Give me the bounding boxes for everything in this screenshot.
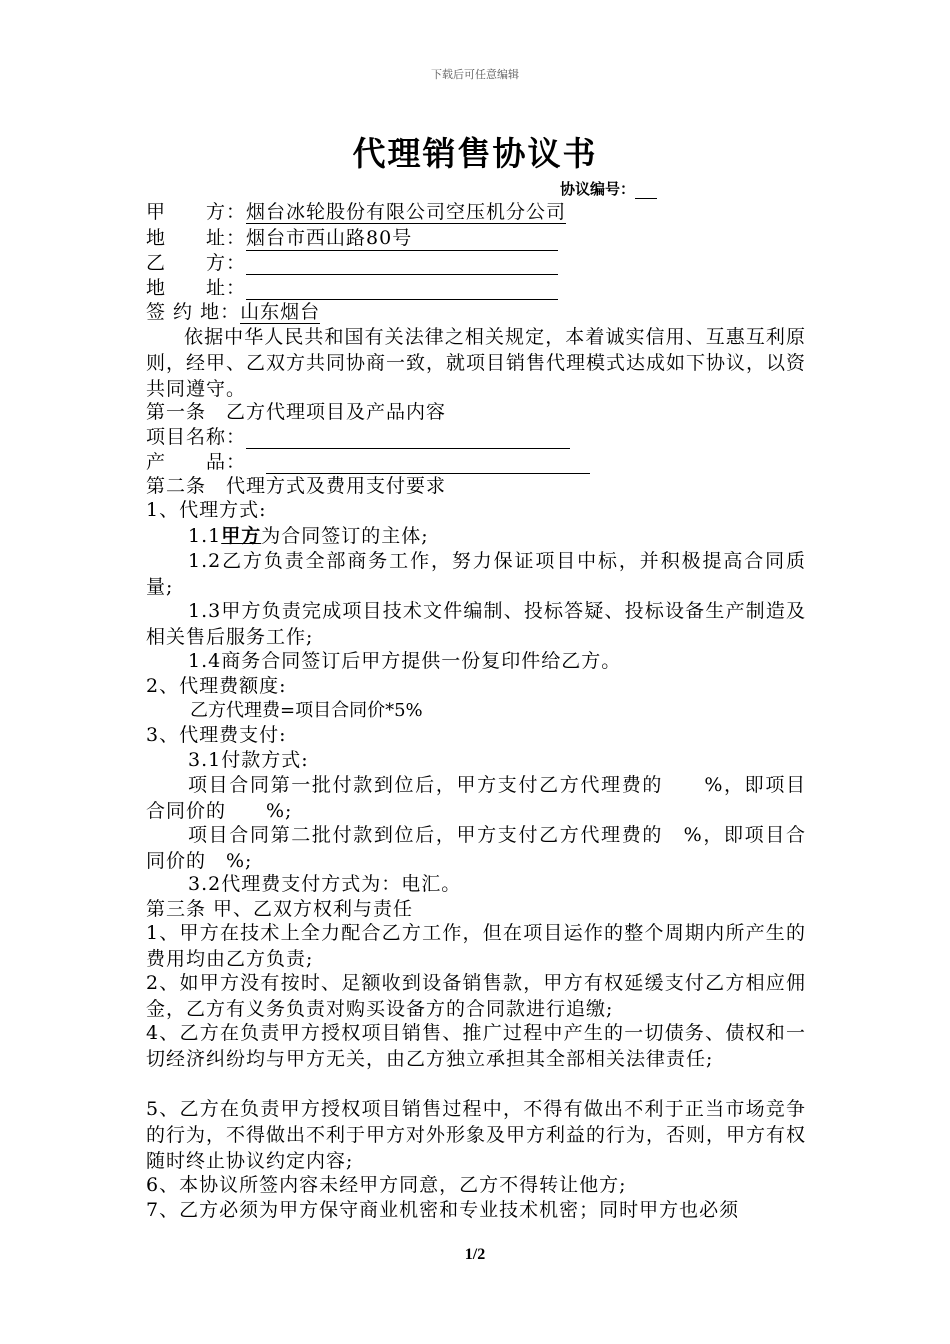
clause-1-4: 1.4商务合同签订后甲方提供一份复印件给乙方。 bbox=[188, 650, 622, 672]
address-b-line bbox=[146, 276, 558, 300]
page-number: 1/2 bbox=[464, 1246, 486, 1263]
address-b-blank bbox=[246, 279, 558, 300]
responsibility-5: 5、乙方在负责甲方授权项目销售过程中，不得有做出不利于正当市场竞争的行为，不得做出不利于甲方对外形象及甲方利益的行为，否则，甲方有权随时终止协议约定内容; bbox=[146, 1098, 807, 1172]
contract-number-blank bbox=[635, 184, 657, 199]
contract-number bbox=[560, 178, 657, 199]
responsibility-2: 2、如甲方没有按时、足额收到设备销售款，甲方有权延缓支付乙方相应佣金，乙方有义务负责对购买设备方的合同款进行追缴; bbox=[146, 972, 806, 1020]
party-b-blank bbox=[246, 254, 558, 275]
payment-first-batch: 项目合同第一批付款到位后，甲方支付乙方代理费的 %，即项目合同价的 %; bbox=[146, 774, 806, 822]
article-1-title: 第一条 乙方代理项目及产品内容 bbox=[146, 401, 447, 423]
sign-place-label: 签 约 地： bbox=[146, 301, 241, 323]
product-label: 产 品： bbox=[146, 451, 247, 473]
article-2-title: 第二条 代理方式及费用支付要求 bbox=[146, 475, 447, 497]
party-a-label: 甲 方： bbox=[146, 201, 247, 223]
party-b-label: 乙 方： bbox=[146, 252, 247, 274]
article-3-title: 第三条 甲、乙双方权利与责任 bbox=[146, 898, 414, 920]
clause-3-2: 3.2代理费支付方式为：电汇。 bbox=[188, 873, 462, 895]
address-a-label: 地 址： bbox=[146, 227, 247, 249]
responsibility-6: 6、本协议所签内容未经甲方同意，乙方不得转让他方; bbox=[146, 1174, 627, 1196]
party-a-line bbox=[146, 200, 566, 224]
address-b-label: 地 址： bbox=[146, 277, 247, 299]
sign-place-line bbox=[146, 300, 320, 324]
project-name-line bbox=[146, 425, 570, 449]
address-a-value: 烟台市西山路80号 bbox=[246, 226, 558, 251]
party-b-line bbox=[146, 251, 558, 275]
product-blank bbox=[266, 453, 590, 474]
fee-formula: 乙方代理费=项目合同价*5% bbox=[190, 700, 423, 721]
clause-1-1-party: 甲方 bbox=[221, 525, 262, 547]
section-2-title: 2、代理费额度: bbox=[146, 675, 287, 697]
address-a-line bbox=[146, 226, 558, 251]
contract-number-label: 协议编号： bbox=[560, 180, 636, 198]
section-1-title: 1、代理方式: bbox=[146, 499, 267, 521]
clause-3-1: 3.1付款方式: bbox=[188, 749, 309, 771]
clause-1-2: 1.2乙方负责全部商务工作，努力保证项目中标，并积极提高合同质量; bbox=[146, 550, 806, 598]
product-line bbox=[146, 450, 590, 474]
responsibility-1: 1、甲方在技术上全力配合乙方工作，但在项目运作的整个周期内所产生的费用均由乙方负责; bbox=[146, 922, 806, 970]
sign-place-value: 山东烟台 bbox=[240, 301, 321, 323]
clause-1-1-number: 1.1 bbox=[188, 525, 222, 547]
page-header-note: 下载后可任意编辑 bbox=[431, 68, 519, 81]
project-name-blank bbox=[246, 428, 570, 449]
clause-1-3: 1.3甲方负责完成项目技术文件编制、投标答疑、投标设备生产制造及相关售后服务工作; bbox=[146, 600, 806, 648]
project-name-label: 项目名称： bbox=[146, 426, 247, 448]
payment-second-batch: 项目合同第二批付款到位后，甲方支付乙方代理费的 %，即项目合同价的 %; bbox=[146, 824, 806, 872]
party-a-value: 烟台冰轮股份有限公司空压机分公司 bbox=[246, 201, 567, 223]
clause-1-1 bbox=[188, 524, 429, 548]
responsibility-4: 4、乙方在负责甲方授权项目销售、推广过程中产生的一切债务、债权和一切经济纠纷均与甲方无关，由乙方独立承担其全部相关法律责任; bbox=[146, 1022, 806, 1070]
intro-paragraph: 依据中华人民共和国有关法律之相关规定，本着诚实信用、互惠互利原则，经甲、乙双方共同协商一致，就项目销售代理模式达成如下协议，以资共同遵守。 bbox=[146, 326, 807, 400]
clause-1-1-text: 为合同签订的主体; bbox=[261, 525, 429, 547]
section-3-title: 3、代理费支付: bbox=[146, 724, 287, 746]
responsibility-7: 7、乙方必须为甲方保守商业机密和专业技术机密；同时甲方也必须 bbox=[146, 1199, 740, 1221]
document-title: 代理销售协议书 bbox=[352, 134, 598, 173]
